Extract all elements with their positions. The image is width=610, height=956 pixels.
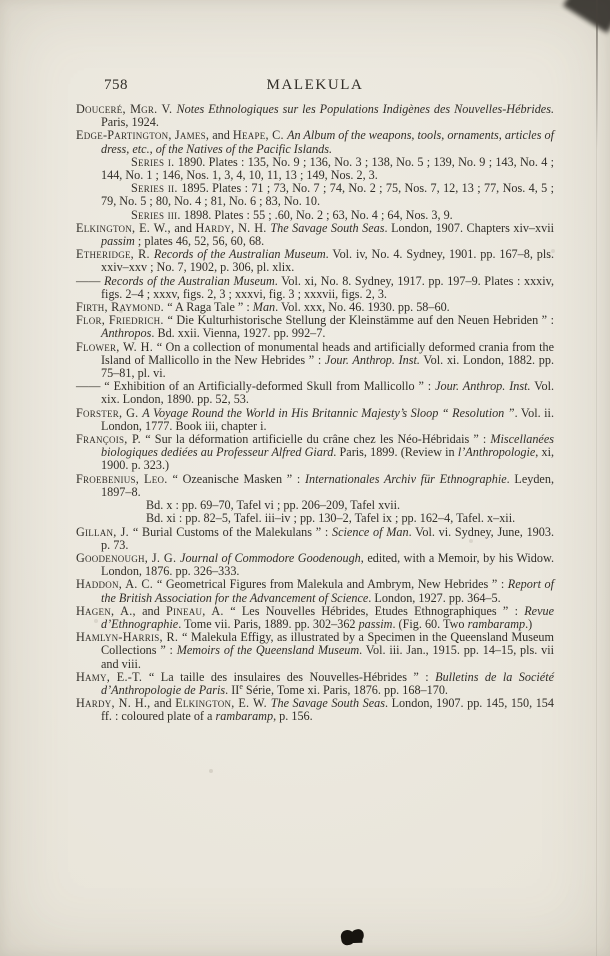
entry-text-segment: Goodenough, J. G. [76, 550, 181, 565]
entry-text-segment: . Bd. xxii. Vienna, 1927. pp. 992–7. [151, 326, 326, 341]
entry-text-segment: “ On a collection of monumental heads and artificially deformed crania from the Island of Mallicollo in the New Hebrides ” : [101, 339, 554, 367]
bibliography-entry [76, 129, 554, 155]
entry-text-segment: Forster, G. [76, 405, 143, 420]
entry-text-segment: 1895. Plates : 71 ; 73, No. 7 ; 74, No. 2 ; 75, Nos. 7, 12, 13 ; 77, Nos. 4, 5 ; 79, No. 5 ; 80, No. 4 ; 81, No. 6 ; 83, No. 10. [101, 181, 554, 209]
entry-text-segment: ; plates 46, 52, 56, 60, 68. [134, 234, 265, 249]
entry-text-segment: Flor, Friedrich. [76, 313, 168, 328]
entry-text-segment: Haddon, A. C. [76, 577, 157, 592]
entry-text-segment: and [135, 603, 166, 618]
entry-text-segment: Bd. xi : pp. 82–5, Tafel. iii–iv ; pp. 130–2, Tafel ix ; pp. 162–4, Tafel. x–xii. [146, 511, 516, 526]
bibliography-entry [76, 526, 554, 552]
bibliography-entry [76, 605, 554, 631]
page-header [76, 76, 554, 94]
entry-text-segment: l’Anthropologie [457, 445, 536, 460]
entry-text-segment: Science of Man [332, 524, 409, 539]
entry-text-segment: Vol. xi. London, 1882. pp. 75–81, pl. vi. [101, 352, 554, 381]
entry-text-segment: Miscellanées biologiques dediées au Professeur Alfred Giard [101, 432, 554, 460]
entry-text-segment: Journal of Commodore Goodenough [180, 550, 361, 565]
entry-text-segment: Elkington, E. W. [175, 696, 271, 711]
page-text-block [76, 76, 554, 724]
bibliography-entry [76, 222, 554, 248]
entry-text-segment: . Leyden, 1897–8. [101, 471, 554, 499]
entry-text-segment: Jour. Anthrop. Inst. [435, 379, 531, 394]
entry-text-segment: Revue d’Ethnographie [101, 603, 554, 631]
entry-text-segment: Report of the British Association for the Advancement of Science [101, 577, 554, 605]
entry-text-segment: 1890. Plates : 135, No. 9 ; 136, No. 3 ; 138, No. 5 ; 139, No. 9 ; 143, No. 4 ; 144, No. 1 ; 146, Nos. 1, 3, 4, 10, 11, 13 ; 149, Nos. 2, 3. [101, 154, 554, 183]
entry-text-segment: . Vol. xxx, No. 46. 1930. pp. 58–60. [275, 300, 450, 315]
entry-text-segment: “ La taille des insulaires des Nouvelles-Hébrides ” : [148, 669, 436, 684]
entry-text-segment: Memoirs of the Queensland Museum [176, 643, 360, 658]
entry-text-segment: Série, Tome xi. Paris, 1876. pp. 168–170. [242, 682, 448, 697]
entry-text-segment: Internationales Archiv für Ethnographie [304, 471, 507, 486]
scan-speckles [0, 0, 2, 2]
entry-text-segment: The Savage South Seas [270, 696, 385, 711]
entry-text-segment: Douceré, Mgr. V. [76, 102, 177, 116]
entry-text-segment: “ Malekula Effigy, as illustrated by a Specimen in the Queensland Museum Collections ” : [101, 630, 554, 658]
entry-text-segment: rambaramp [215, 709, 274, 724]
entry-text-segment: Records of the Australian Museum [153, 247, 326, 262]
entry-text-segment: Paris, 1924. [101, 115, 159, 130]
entry-text-segment: Vol. xix. London, 1890. pp. 52, 53. [101, 379, 555, 407]
entry-text-segment: passim [358, 616, 393, 631]
entry-text-segment: . Vol. ii. London, 1777. Book iii, chapter i. [101, 405, 554, 433]
bibliography-entry [76, 182, 554, 208]
entry-text-segment: Hamlyn-Harris, R. [76, 630, 182, 645]
bibliography-entry [76, 552, 554, 578]
bibliography-entry [76, 380, 554, 406]
entry-text-segment: and [170, 220, 196, 235]
entry-text-segment: .) [525, 616, 533, 631]
bibliography [76, 103, 554, 724]
bibliography-entry [76, 578, 554, 604]
entry-text-segment: “ Burial Customs of the Malekulans ” : [132, 524, 333, 539]
entry-text-segment: Froebenius, Leo. [76, 471, 173, 486]
running-title: MALEKULA [266, 77, 364, 93]
entry-text-segment: —— [76, 273, 104, 288]
entry-text-segment: An Album of the weapons, tools, ornaments, articles of dress, etc., of the Natives of the Pacific Islands. [101, 128, 554, 156]
entry-text-segment: Hardy, N. H., [76, 696, 151, 711]
bibliography-entry [76, 341, 554, 381]
bibliography-entry [76, 275, 554, 301]
entry-text-segment: Man [252, 300, 276, 315]
entry-text-segment: , p. 156. [273, 709, 313, 724]
entry-text-segment: , xi, 1900. p. 323.) [101, 445, 554, 473]
entry-text-segment: rambaramp [467, 616, 526, 631]
entry-text-segment: Pineau, A. [165, 603, 231, 618]
entry-text-segment: Series ii. [131, 181, 182, 196]
entry-text-segment: The Savage South Seas [270, 220, 385, 235]
entry-text-segment: and [150, 696, 176, 711]
entry-text-segment: Hagen, A., [76, 603, 136, 618]
entry-text-segment: Edge-Partington, James, [76, 128, 210, 143]
bibliography-entry [76, 631, 554, 671]
entry-text-segment: Series iii. [131, 207, 184, 222]
entry-text-segment: “ Ozeanische Masken ” : [172, 471, 305, 486]
entry-text-segment: . Paris, 1899. (Review in [333, 445, 458, 460]
entry-text-segment: Gillan, J. [76, 524, 133, 539]
entry-text-segment: Bulletins de la Société d’Anthropologie de Paris [101, 669, 554, 697]
bibliography-entry [76, 156, 554, 182]
entry-text-segment: —— “ Exhibition of an Artificially-deformed Skull from Mallicollo ” : [76, 379, 436, 394]
entry-text-segment: François, P. [76, 432, 146, 447]
scan-artifact-right-edge-faint-line [596, 0, 597, 956]
entry-text-segment: 1898. Plates : 55 ; .60, No. 2 ; 63, No. 4 ; 64, Nos. 3, 9. [183, 207, 453, 222]
entry-text-segment: . London, 1907. Chapters xiv–xvii [384, 220, 554, 235]
entry-text-segment: passim [101, 234, 135, 249]
entry-text-segment: , edited, with a Memoir, by his Widow. London, 1876. pp. 326–333. [101, 550, 554, 579]
entry-text-segment: . London, 1907. pp. 145, 150, 154 ff. : coloured plate of a [101, 696, 554, 724]
entry-text-segment: and [209, 128, 233, 143]
entry-text-segment: Elkington, E. W., [76, 220, 171, 235]
entry-text-segment: “ Les Nouvelles Hébrides, Etudes Ethnographiques ” : [230, 603, 525, 618]
bibliography-entry [76, 433, 554, 473]
entry-text-segment: Etheridge, R. [76, 247, 154, 262]
bibliography-entry [76, 697, 554, 723]
bibliography-entry [76, 671, 554, 697]
entry-text-segment: . London, 1927. pp. 364–5. [368, 590, 501, 605]
entry-text-segment: Heape, C. [232, 128, 288, 143]
entry-text-segment: Notes Ethnologiques sur les Populations Indigènes des Nouvelles-Hébrides. [176, 102, 555, 116]
bibliography-entry [76, 407, 554, 433]
entry-text-segment: . (Fig. 60. Two [392, 616, 468, 631]
entry-text-segment: . Vol. iv, No. 4. Sydney, 1901. pp. 167–8, pls. xxiv–xxv ; No. 7, 1902, p. 306, pl. xlix. [101, 247, 554, 275]
page-number: 758 [104, 77, 128, 93]
entry-text-segment: . Vol. xi, No. 8. Sydney, 1917. pp. 197–9. Plates : xxxiv, figs. 2–4 ; xxxv, figs. 2, 3 ; xxxvi, fig. 3 ; xxxvii, figs. 2, 3. [101, 273, 555, 301]
entry-text-segment: Records of the Australian Museum [103, 273, 275, 288]
bibliography-entry [76, 103, 554, 129]
entry-text-segment: e [239, 681, 243, 691]
bibliography-entry [76, 473, 554, 499]
entry-text-segment: Bd. x : pp. 69–70, Tafel vi ; pp. 206–209, Tafel xvii. [146, 498, 401, 513]
entry-text-segment: . Tome vii. Paris, 1889. pp. 302–362 [178, 616, 359, 631]
bibliography-entry [76, 248, 554, 274]
entry-text-segment: . II [225, 682, 240, 697]
entry-text-segment: A Voyage Round the World in His Britannic Majesty’s Sloop “ Resolution ” [142, 405, 515, 420]
entry-text-segment: . Vol. vi. Sydney, June, 1903. p. 73. [101, 524, 555, 552]
entry-text-segment: Firth, Raymond. [76, 300, 168, 315]
entry-text-segment: “ Geometrical Figures from Malekula and Ambrym, New Hebrides ” : [156, 577, 508, 592]
entry-text-segment: . Vol. iii. Jan., 1915. pp. 14–15, pls. vii and viii. [101, 643, 554, 671]
entry-text-segment: Hamy, E.-T. [76, 669, 149, 684]
bibliography-entry [76, 314, 554, 340]
entry-text-segment: Flower, W. H. [76, 339, 157, 354]
entry-text-segment: “ A Raga Tale ” : [167, 300, 253, 315]
entry-text-segment: Anthropos [101, 326, 152, 341]
entry-text-segment: “ Die Kulturhistorische Stellung der Kleinstämme auf den Neuen Hebriden ” : [167, 313, 554, 328]
entry-text-segment: Jour. Anthrop. Inst. [324, 352, 420, 367]
entry-text-segment: Series i. [131, 154, 178, 169]
entry-text-segment: “ Sur la déformation artificielle du crâne chez les Néo-Hébridais ” : [145, 432, 491, 447]
entry-text-segment: Hardy, N. H. [195, 220, 271, 235]
